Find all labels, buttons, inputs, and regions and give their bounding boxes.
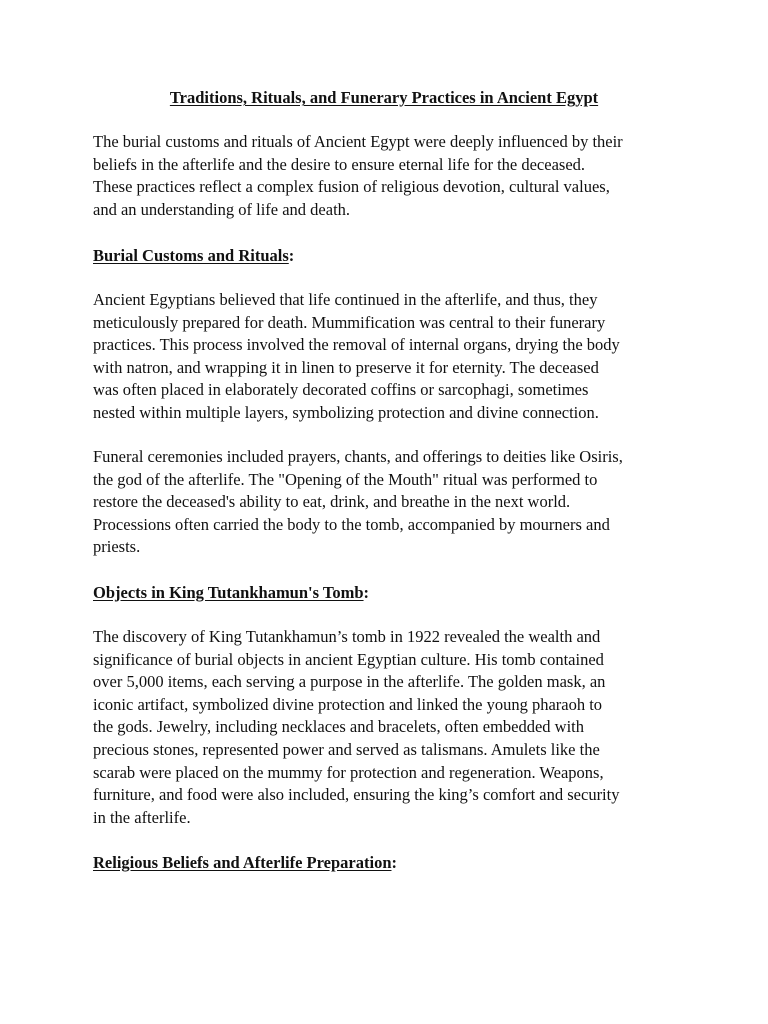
- intro-line: These practices reflect a complex fusion of religious devotion, cultural values,: [93, 177, 610, 197]
- intro-line: beliefs in the afterlife and the desire to ensure eternal life for the deceased.: [93, 154, 586, 174]
- section-heading-text: Burial Customs and Rituals: [93, 246, 289, 265]
- section-heading-text: Objects in King Tutankhamun's Tomb: [93, 583, 364, 602]
- paragraph-line: Ancient Egyptians believed that life continued in the afterlife, and thus, they: [93, 290, 598, 309]
- burial-customs-paragraph-2: [93, 446, 693, 559]
- section-heading-colon: :: [363, 583, 370, 602]
- paragraph-line: practices. This process involved the removal of internal organs, drying the body: [93, 335, 620, 355]
- paragraph-line: Funeral ceremonies included prayers, chants, and offerings to deities like Osiris,: [93, 447, 623, 466]
- paragraph-line: the gods. Jewelry, including necklaces and bracelets, often embedded with: [93, 717, 585, 737]
- paragraph-line: iconic artifact, symbolized divine protection and linked the young pharaoh to: [93, 694, 603, 714]
- paragraph-line: significance of burial objects in ancient Egyptian culture. His tomb contained: [93, 649, 604, 669]
- paragraph-line: over 5,000 items, each serving a purpose in the afterlife. The golden mask, an: [93, 672, 606, 692]
- paragraph-line: precious stones, represented power and served as talismans. Amulets like the: [93, 739, 600, 759]
- intro-paragraph: [93, 131, 693, 221]
- paragraph-line: in the afterlife.: [93, 807, 191, 827]
- section-heading-colon: :: [288, 246, 295, 265]
- paragraph-line: the god of the afterlife. The "Opening of the Mouth" ritual was performed to: [93, 469, 598, 489]
- paragraph-line: furniture, and food were also included, ensuring the king’s comfort and security: [93, 785, 620, 805]
- paragraph-line: The discovery of King Tutankhamun’s tomb in 1922 revealed the wealth and: [93, 627, 601, 646]
- intro-line: and an understanding of life and death.: [93, 199, 351, 219]
- section-heading-colon: :: [391, 853, 397, 872]
- paragraph-line: was often placed in elaborately decorated coffins or sarcophagi, sometimes: [93, 380, 589, 400]
- section-heading-tutankhamun-tomb: [93, 582, 369, 604]
- tutankhamun-paragraph: [93, 626, 693, 829]
- section-heading-religious-beliefs: [93, 852, 397, 874]
- intro-line: The burial customs and rituals of Ancient Egypt were deeply influenced by their: [93, 132, 623, 151]
- burial-customs-paragraph-1: [93, 289, 693, 425]
- document-title: [0, 87, 768, 109]
- paragraph-line: Processions often carried the body to the tomb, accompanied by mourners and: [93, 514, 610, 534]
- section-heading-burial-customs: [93, 245, 294, 267]
- paragraph-line: priests.: [93, 537, 141, 557]
- paragraph-line: meticulously prepared for death. Mummification was central to their funerary: [93, 312, 606, 332]
- paragraph-line: with natron, and wrapping it in linen to preserve it for eternity. The deceased: [93, 357, 599, 377]
- section-heading-text: Religious Beliefs and Afterlife Preparation: [93, 853, 392, 872]
- document-title-text: Traditions, Rituals, and Funerary Practices in Ancient Egypt: [169, 88, 599, 107]
- paragraph-line: restore the deceased's ability to eat, drink, and breathe in the next world.: [93, 492, 571, 512]
- paragraph-line: scarab were placed on the mummy for protection and regeneration. Weapons,: [93, 762, 604, 782]
- paragraph-line: nested within multiple layers, symbolizing protection and divine connection.: [93, 402, 599, 422]
